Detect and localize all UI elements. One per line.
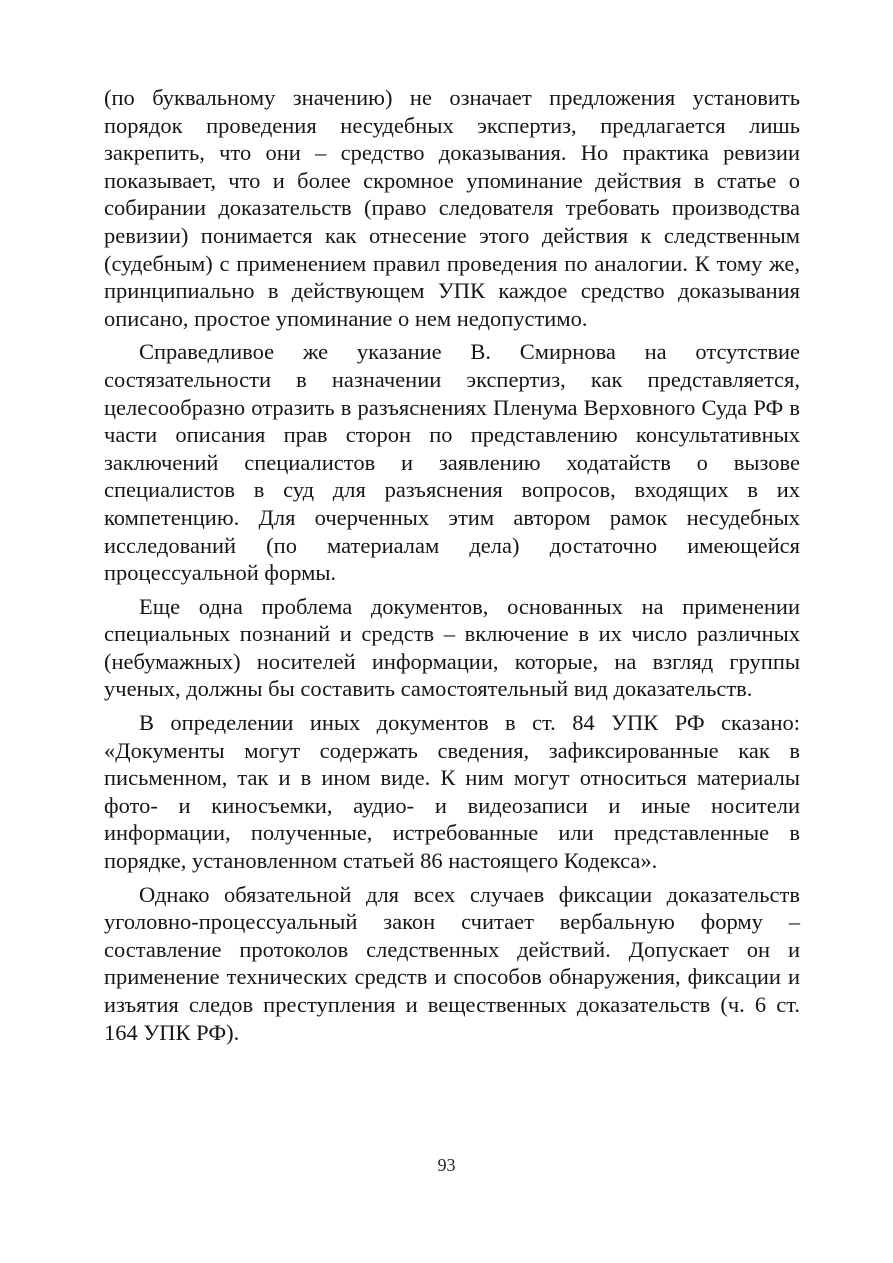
page-number: 93 (437, 1155, 456, 1175)
paragraph-2: Справедливое же указание В. Смирнова на отсутствие состязательности в назначении экспертиз, как представляется, целесообразно отразить в разъяснениях Пленума Верховного Суда РФ в части описания прав сторон по представлению консультативных заключений специалистов и заявлению ходатайств о вызове специалистов в суд для разъяснения вопросов, входящих в их компетенцию. Для очерченных этим автором рамок несудебных исследований (по материалам дела) достаточно имеющейся процессуальной формы. (104, 339, 800, 586)
paragraph-4: В определении иных документов в ст. 84 УПК РФ сказано: «Документы могут содержать сведения, зафиксированные как в письменном, так и в ином виде. К ним могут относиться материалы фото- и киносъемки, аудио- и видеозаписи и иные носители информации, полученные, истребованные или представленные в порядке, установленном статьей 86 настоящего Кодекса». (104, 710, 800, 874)
page-body (104, 84, 800, 1052)
paragraph-1: (по буквальному значению) не означает предложения установить порядок проведения несудебных экспертиз, предлагается лишь закрепить, что они – средство доказывания. Но практика ревизии показывает, что и более скромное упоминание действия в статье о собирании доказательств (право следователя требовать производства ревизии) понимается как отнесение этого действия к следственным (судебным) с применением правил проведения по аналогии. К тому же, принципиально в действующем УПК каждое средство доказывания описано, простое упоминание о нем недопустимо. (104, 85, 800, 331)
paragraph-5: Однако обязательной для всех случаев фиксации доказательств уголовно-процессуальный закон считает вербальную форму – составление протоколов следственных действий. Допускает он и применение технических средств и способов обнаружения, фиксации и изъятия следов преступления и вещественных доказательств (ч. 6 ст. 164 УПК РФ). (104, 881, 800, 1045)
paragraph-3: Еще одна проблема документов, основанных на применении специальных познаний и средств – включение в их число различных (небумажных) носителей информации, которые, на взгляд группы ученых, должны бы составить самостоятельный вид доказательств. (104, 593, 800, 702)
